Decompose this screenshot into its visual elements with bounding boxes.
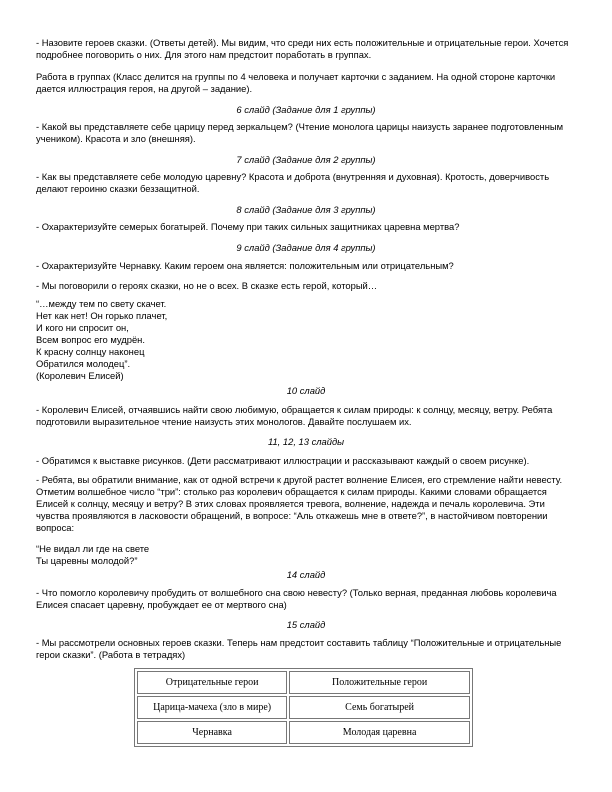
header-negative-heroes: Отрицательные герои bbox=[137, 671, 287, 694]
table-row bbox=[137, 721, 470, 744]
table-row bbox=[137, 696, 470, 719]
poem-line: “Не видал ли где на свете bbox=[36, 543, 150, 554]
paragraph-table-task: - Мы рассмотрели основных героев сказки. Теперь нам предстоит составить таблицу “Положительные и отрицательные герои сказки”. (Работа в тетрадях) bbox=[36, 637, 562, 660]
table-header-row bbox=[137, 671, 470, 694]
table-cell: Чернавка bbox=[137, 721, 287, 744]
slide-heading-11-13: 11, 12, 13 слайды bbox=[267, 436, 345, 447]
poem-question bbox=[36, 543, 576, 567]
slide-heading-6: 6 слайд (Задание для 1 группы) bbox=[236, 104, 376, 115]
paragraph-chernavka: - Охарактеризуйте Чернавку. Каким героем она является: положительным или отрицательным? bbox=[36, 260, 454, 271]
slide-heading-7: 7 слайд (Задание для 2 группы) bbox=[236, 154, 376, 165]
paragraph-drawings: - Обратимся к выставке рисунков. (Дети рассматривают иллюстрации и рассказывают каждый о своем рисунке). bbox=[36, 455, 530, 466]
paragraph-queen-mirror: - Какой вы представляете себе царицу перед зеркальцем? (Чтение монолога царицы наизусть заранее подготовленным учеником). Красота и зло (внешняя). bbox=[36, 121, 564, 144]
poem-line: Обратился молодец”. bbox=[36, 358, 131, 369]
paragraph-seven-bogatyrs: - Охарактеризуйте семерых богатырей. Почему при таких сильных защитниках царевна мертва? bbox=[36, 221, 460, 232]
table-cell: Царица-мачеха (зло в мире) bbox=[137, 696, 287, 719]
poem-line: К красну солнцу наконец bbox=[36, 346, 145, 357]
slide-heading-14: 14 слайд bbox=[286, 569, 326, 580]
paragraph-young-princess: - Как вы представляете себе молодую царевну? Красота и доброта (внутренняя и духовная). Кротость, доверчивость делают героиню сказки беззащитной. bbox=[36, 171, 550, 194]
paragraph-number-three: - Ребята, вы обратили внимание, как от одной встречи к другой растет волнение Елисея, его стремление найти невесту. Отметим волшебное число “три”: столько раз королевич обращается к силам природы. Какими словами обращается Елисей к солнцу, месяцу и ветру? В этих словах проявляется тревога, волнение, надежда и печаль королевича. Эти чувства проявляются в ласковости обращений, в вопросе: “Аль откажешь мне в ответе?”, в настойчивом повторении вопроса: bbox=[36, 474, 563, 533]
poem-line: Ты царевны молодой?” bbox=[36, 555, 138, 566]
paragraph-other-hero: - Мы поговорили о героях сказки, но не о всех. В сказке есть герой, который… bbox=[36, 280, 378, 291]
poem-elisey bbox=[36, 298, 576, 382]
table-cell: Семь богатырей bbox=[289, 696, 470, 719]
poem-attribution: (Королевич Елисей) bbox=[36, 370, 124, 381]
slide-heading-10: 10 слайд bbox=[286, 385, 326, 396]
slide-heading-15: 15 слайд bbox=[286, 619, 326, 630]
paragraph-group-work: Работа в группах (Класс делится на группы по 4 человека и получает карточки с заданием. На одной стороне карточки дается иллюстрация героя, на другой – задание). bbox=[36, 71, 556, 94]
header-positive-heroes: Положительные герои bbox=[289, 671, 470, 694]
slide-heading-8: 8 слайд (Задание для 3 группы) bbox=[236, 204, 376, 215]
table-cell: Молодая царевна bbox=[289, 721, 470, 744]
paragraph-elisey-nature: - Королевич Елисей, отчаявшись найти свою любимую, обращается к силам природы: к солнцу, месяцу, ветру. Ребята подготовили выразительное чтение наизусть этих монологов. Давайте послушаем их. bbox=[36, 404, 553, 427]
poem-line: Нет как нет! Он горько плачет, bbox=[36, 310, 168, 321]
poem-line: И кого ни спросит он, bbox=[36, 322, 129, 333]
paragraph-heroes-intro: - Назовите героев сказки. (Ответы детей). Мы видим, что среди них есть положительные и отрицательные герои. Хочется подробнее поговорить о них. Для этого нам предстоит поработать в группах. bbox=[36, 37, 569, 60]
slide-heading-9: 9 слайд (Задание для 4 группы) bbox=[236, 242, 376, 253]
poem-line: “…между тем по свету скачет. bbox=[36, 298, 167, 309]
paragraph-awakening: - Что помогло королевичу пробудить от волшебного сна свою невесту? (Только верная, преданная любовь королевича Елисея спасает царевну, пробуждает ее от мертвого сна) bbox=[36, 587, 557, 610]
poem-line: Всем вопрос его мудрён. bbox=[36, 334, 145, 345]
heroes-table bbox=[134, 668, 473, 747]
